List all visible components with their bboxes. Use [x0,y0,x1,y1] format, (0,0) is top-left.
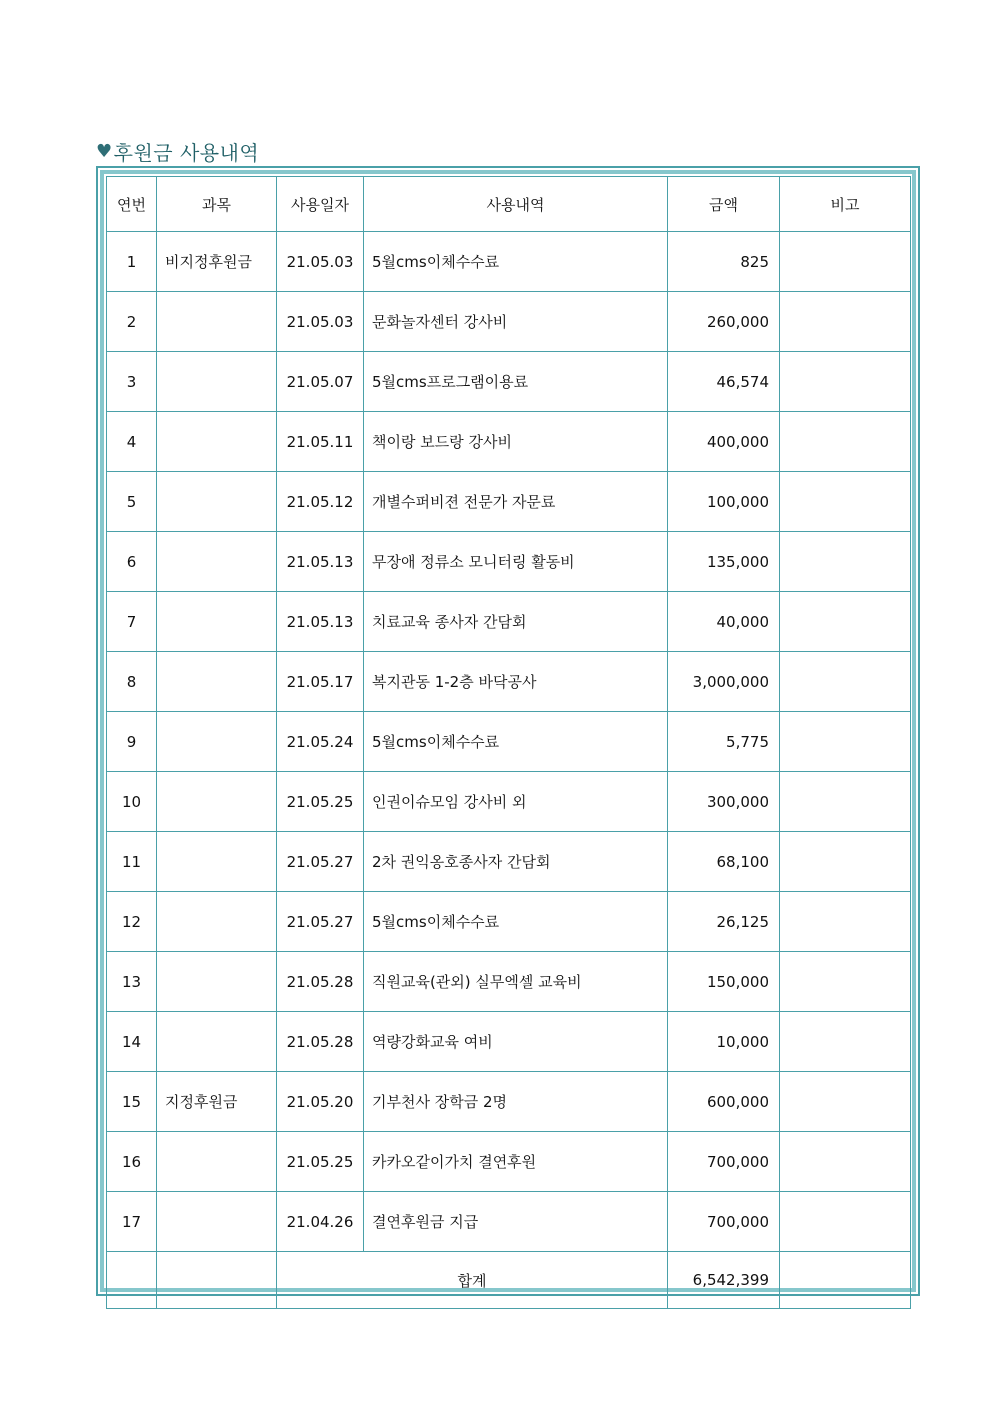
total-empty-subject [157,1252,277,1309]
cell-subject [157,952,277,1012]
cell-no: 4 [107,412,157,472]
cell-no: 10 [107,772,157,832]
cell-no: 8 [107,652,157,712]
table-row [107,712,911,772]
cell-no: 14 [107,1012,157,1072]
cell-subject: 지정후원금 [157,1072,277,1132]
cell-note [780,952,911,1012]
table-row [107,892,911,952]
cell-date: 21.05.20 [277,1072,364,1132]
cell-note [780,1192,911,1252]
cell-desc: 2차 권익옹호종사자 간담회 [364,832,668,892]
cell-amount: 300,000 [668,772,780,832]
cell-amount: 46,574 [668,352,780,412]
table-row [107,292,911,352]
donation-usage-table-frame [96,166,920,1296]
cell-note [780,712,911,772]
cell-desc: 인권이슈모임 강사비 외 [364,772,668,832]
cell-date: 21.05.28 [277,1012,364,1072]
cell-subject [157,292,277,352]
header-note: 비고 [780,177,911,232]
header-desc: 사용내역 [364,177,668,232]
cell-no: 9 [107,712,157,772]
cell-no: 17 [107,1192,157,1252]
cell-date: 21.05.11 [277,412,364,472]
cell-date: 21.05.17 [277,652,364,712]
cell-amount: 700,000 [668,1132,780,1192]
table-row [107,1012,911,1072]
cell-note [780,892,911,952]
total-empty-no [107,1252,157,1309]
cell-date: 21.05.03 [277,232,364,292]
total-label: 합계 [277,1252,668,1309]
cell-date: 21.05.24 [277,712,364,772]
cell-note [780,652,911,712]
table-row [107,952,911,1012]
cell-subject [157,532,277,592]
cell-no: 1 [107,232,157,292]
table-row [107,832,911,892]
cell-no: 11 [107,832,157,892]
cell-note [780,1012,911,1072]
total-amount: 6,542,399 [668,1252,780,1309]
cell-amount: 400,000 [668,412,780,472]
cell-desc: 기부천사 장학금 2명 [364,1072,668,1132]
cell-amount: 600,000 [668,1072,780,1132]
header-date: 사용일자 [277,177,364,232]
total-row [107,1252,911,1309]
cell-date: 21.05.25 [277,772,364,832]
cell-date: 21.05.27 [277,892,364,952]
header-subject: 과목 [157,177,277,232]
cell-note [780,232,911,292]
cell-no: 16 [107,1132,157,1192]
cell-date: 21.05.13 [277,532,364,592]
cell-desc: 역량강화교육 여비 [364,1012,668,1072]
cell-no: 2 [107,292,157,352]
cell-note [780,832,911,892]
cell-date: 21.05.27 [277,832,364,892]
header-no: 연번 [107,177,157,232]
cell-subject [157,712,277,772]
cell-desc: 5월cms이체수수료 [364,232,668,292]
cell-amount: 5,775 [668,712,780,772]
cell-desc: 결연후원금 지급 [364,1192,668,1252]
cell-note [780,352,911,412]
cell-date: 21.05.13 [277,592,364,652]
table-row [107,352,911,412]
cell-desc: 5월cms프로그램이용료 [364,352,668,412]
cell-amount: 700,000 [668,1192,780,1252]
cell-amount: 68,100 [668,832,780,892]
page-title [96,136,259,166]
cell-subject [157,1012,277,1072]
cell-no: 15 [107,1072,157,1132]
cell-note [780,532,911,592]
cell-date: 21.05.03 [277,292,364,352]
cell-amount: 150,000 [668,952,780,1012]
cell-subject [157,592,277,652]
page-title-text: 후원금 사용내역 [113,140,260,165]
table-row [107,1132,911,1192]
cell-subject [157,472,277,532]
cell-note [780,472,911,532]
cell-date: 21.05.12 [277,472,364,532]
cell-desc: 책이랑 보드랑 강사비 [364,412,668,472]
cell-note [780,1132,911,1192]
cell-amount: 3,000,000 [668,652,780,712]
heart-icon: ♥ [96,140,113,162]
cell-no: 6 [107,532,157,592]
cell-subject: 비지정후원금 [157,232,277,292]
cell-no: 3 [107,352,157,412]
cell-desc: 카카오같이가치 결연후원 [364,1132,668,1192]
cell-note [780,412,911,472]
cell-amount: 135,000 [668,532,780,592]
cell-subject [157,832,277,892]
cell-date: 21.05.25 [277,1132,364,1192]
cell-subject [157,652,277,712]
cell-no: 7 [107,592,157,652]
cell-note [780,592,911,652]
cell-no: 5 [107,472,157,532]
cell-subject [157,1132,277,1192]
table-row [107,772,911,832]
cell-note [780,772,911,832]
cell-subject [157,1192,277,1252]
table-row [107,232,911,292]
table-row [107,1072,911,1132]
cell-amount: 26,125 [668,892,780,952]
table-row [107,532,911,592]
cell-desc: 무장애 정류소 모니터링 활동비 [364,532,668,592]
total-empty-note [780,1252,911,1309]
cell-desc: 개별수퍼비젼 전문가 자문료 [364,472,668,532]
cell-amount: 825 [668,232,780,292]
cell-desc: 문화놀자센터 강사비 [364,292,668,352]
table-row [107,412,911,472]
cell-no: 13 [107,952,157,1012]
cell-subject [157,772,277,832]
cell-note [780,292,911,352]
cell-desc: 5월cms이체수수료 [364,892,668,952]
table-body [107,177,911,1309]
cell-subject [157,892,277,952]
table-header-row [107,177,911,232]
cell-desc: 치료교육 종사자 간담회 [364,592,668,652]
cell-date: 21.04.26 [277,1192,364,1252]
cell-note [780,1072,911,1132]
cell-desc: 직원교육(관외) 실무엑셀 교육비 [364,952,668,1012]
cell-subject [157,352,277,412]
table-row [107,592,911,652]
cell-date: 21.05.07 [277,352,364,412]
cell-date: 21.05.28 [277,952,364,1012]
cell-desc: 5월cms이체수수료 [364,712,668,772]
cell-amount: 40,000 [668,592,780,652]
table-row [107,1192,911,1252]
cell-no: 12 [107,892,157,952]
cell-amount: 260,000 [668,292,780,352]
cell-amount: 100,000 [668,472,780,532]
table-row [107,652,911,712]
donation-usage-table [106,176,911,1309]
header-amount: 금액 [668,177,780,232]
table-row [107,472,911,532]
cell-amount: 10,000 [668,1012,780,1072]
cell-desc: 복지관동 1-2층 바닥공사 [364,652,668,712]
cell-subject [157,412,277,472]
